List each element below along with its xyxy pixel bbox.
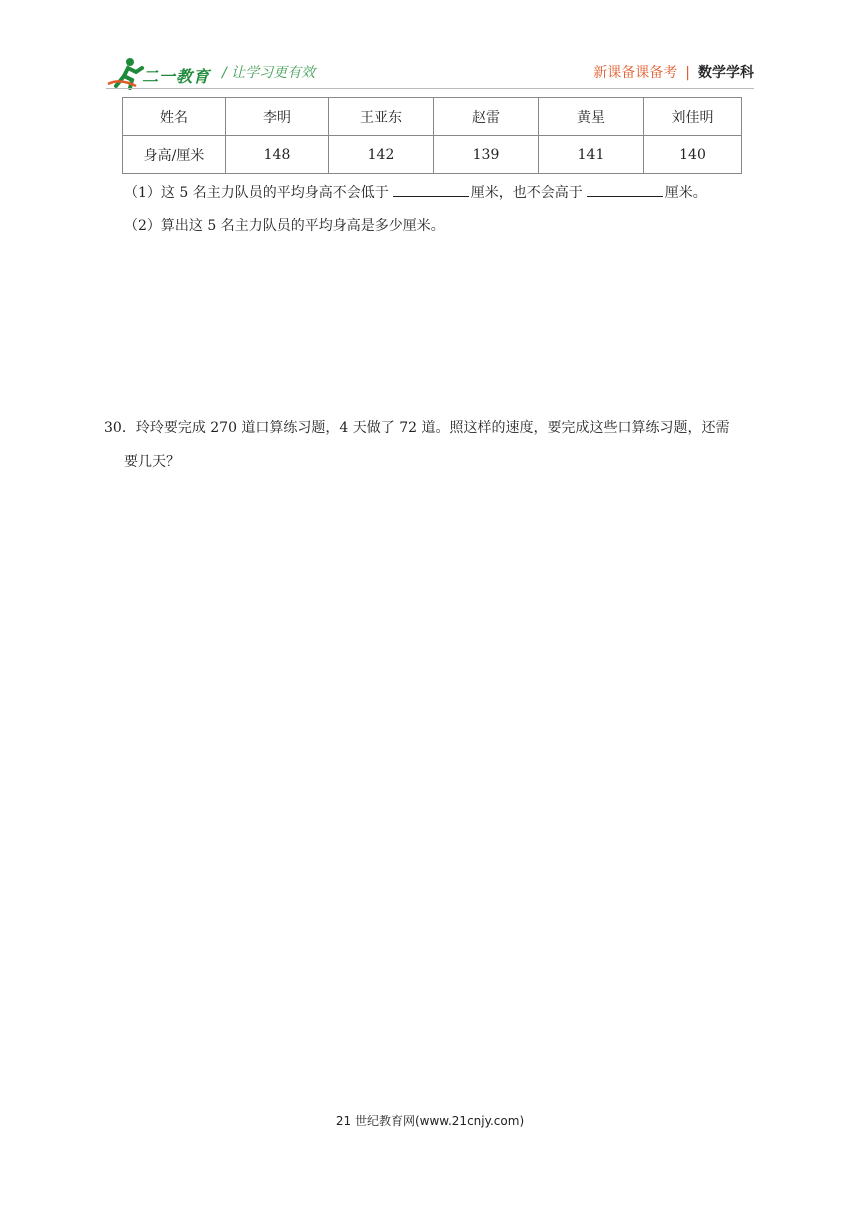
table-cell: 身高/厘米 [123, 136, 226, 174]
question-1-text-b: 厘米，也不会高于 [470, 185, 583, 201]
question-1 [124, 182, 707, 203]
header-right [593, 62, 754, 82]
logo [106, 56, 216, 90]
page-header [0, 0, 860, 96]
table-cell: 姓名 [123, 98, 226, 136]
header-divider [106, 88, 754, 89]
answer-blank-1 [393, 182, 469, 197]
header-subject-label: 数学学科 [698, 65, 754, 81]
question-1-text-c: 厘米。 [664, 185, 707, 201]
table-cell: 142 [329, 136, 434, 174]
table-cell: 王亚东 [329, 98, 434, 136]
header-separator: | [685, 65, 690, 81]
table-cell: 140 [644, 136, 742, 174]
question-30-line-2: 要几天？ [124, 454, 180, 470]
header-course-label: 新课备课备考 [593, 65, 678, 81]
question-1-text-a: （1）这 5 名主力队员的平均身高不会低于 [124, 185, 389, 201]
height-table [122, 97, 742, 174]
question-2: （2）算出这 5 名主力队员的平均身高是多少厘米。 [124, 218, 445, 234]
table-cell: 139 [434, 136, 539, 174]
table-cell: 刘佳明 [644, 98, 742, 136]
slogan: / 让学习更有效 [222, 65, 316, 81]
table-row [123, 98, 742, 136]
runner-logo-icon [106, 56, 146, 90]
question-30-line-1: 30．玲玲要完成 270 道口算练习题，4 天做了 72 道。照这样的速度，要完成这些口算练习题，还需 [104, 420, 730, 436]
table-cell: 141 [539, 136, 644, 174]
table-cell: 李明 [226, 98, 329, 136]
footer: 21 世纪教育网(www.21cnjy.com) [335, 1114, 525, 1128]
table-cell: 148 [226, 136, 329, 174]
table-cell: 黄星 [539, 98, 644, 136]
table-cell: 赵雷 [434, 98, 539, 136]
logo-text: 二一教育 [142, 67, 211, 86]
table-row [123, 136, 742, 174]
answer-blank-2 [587, 182, 663, 197]
